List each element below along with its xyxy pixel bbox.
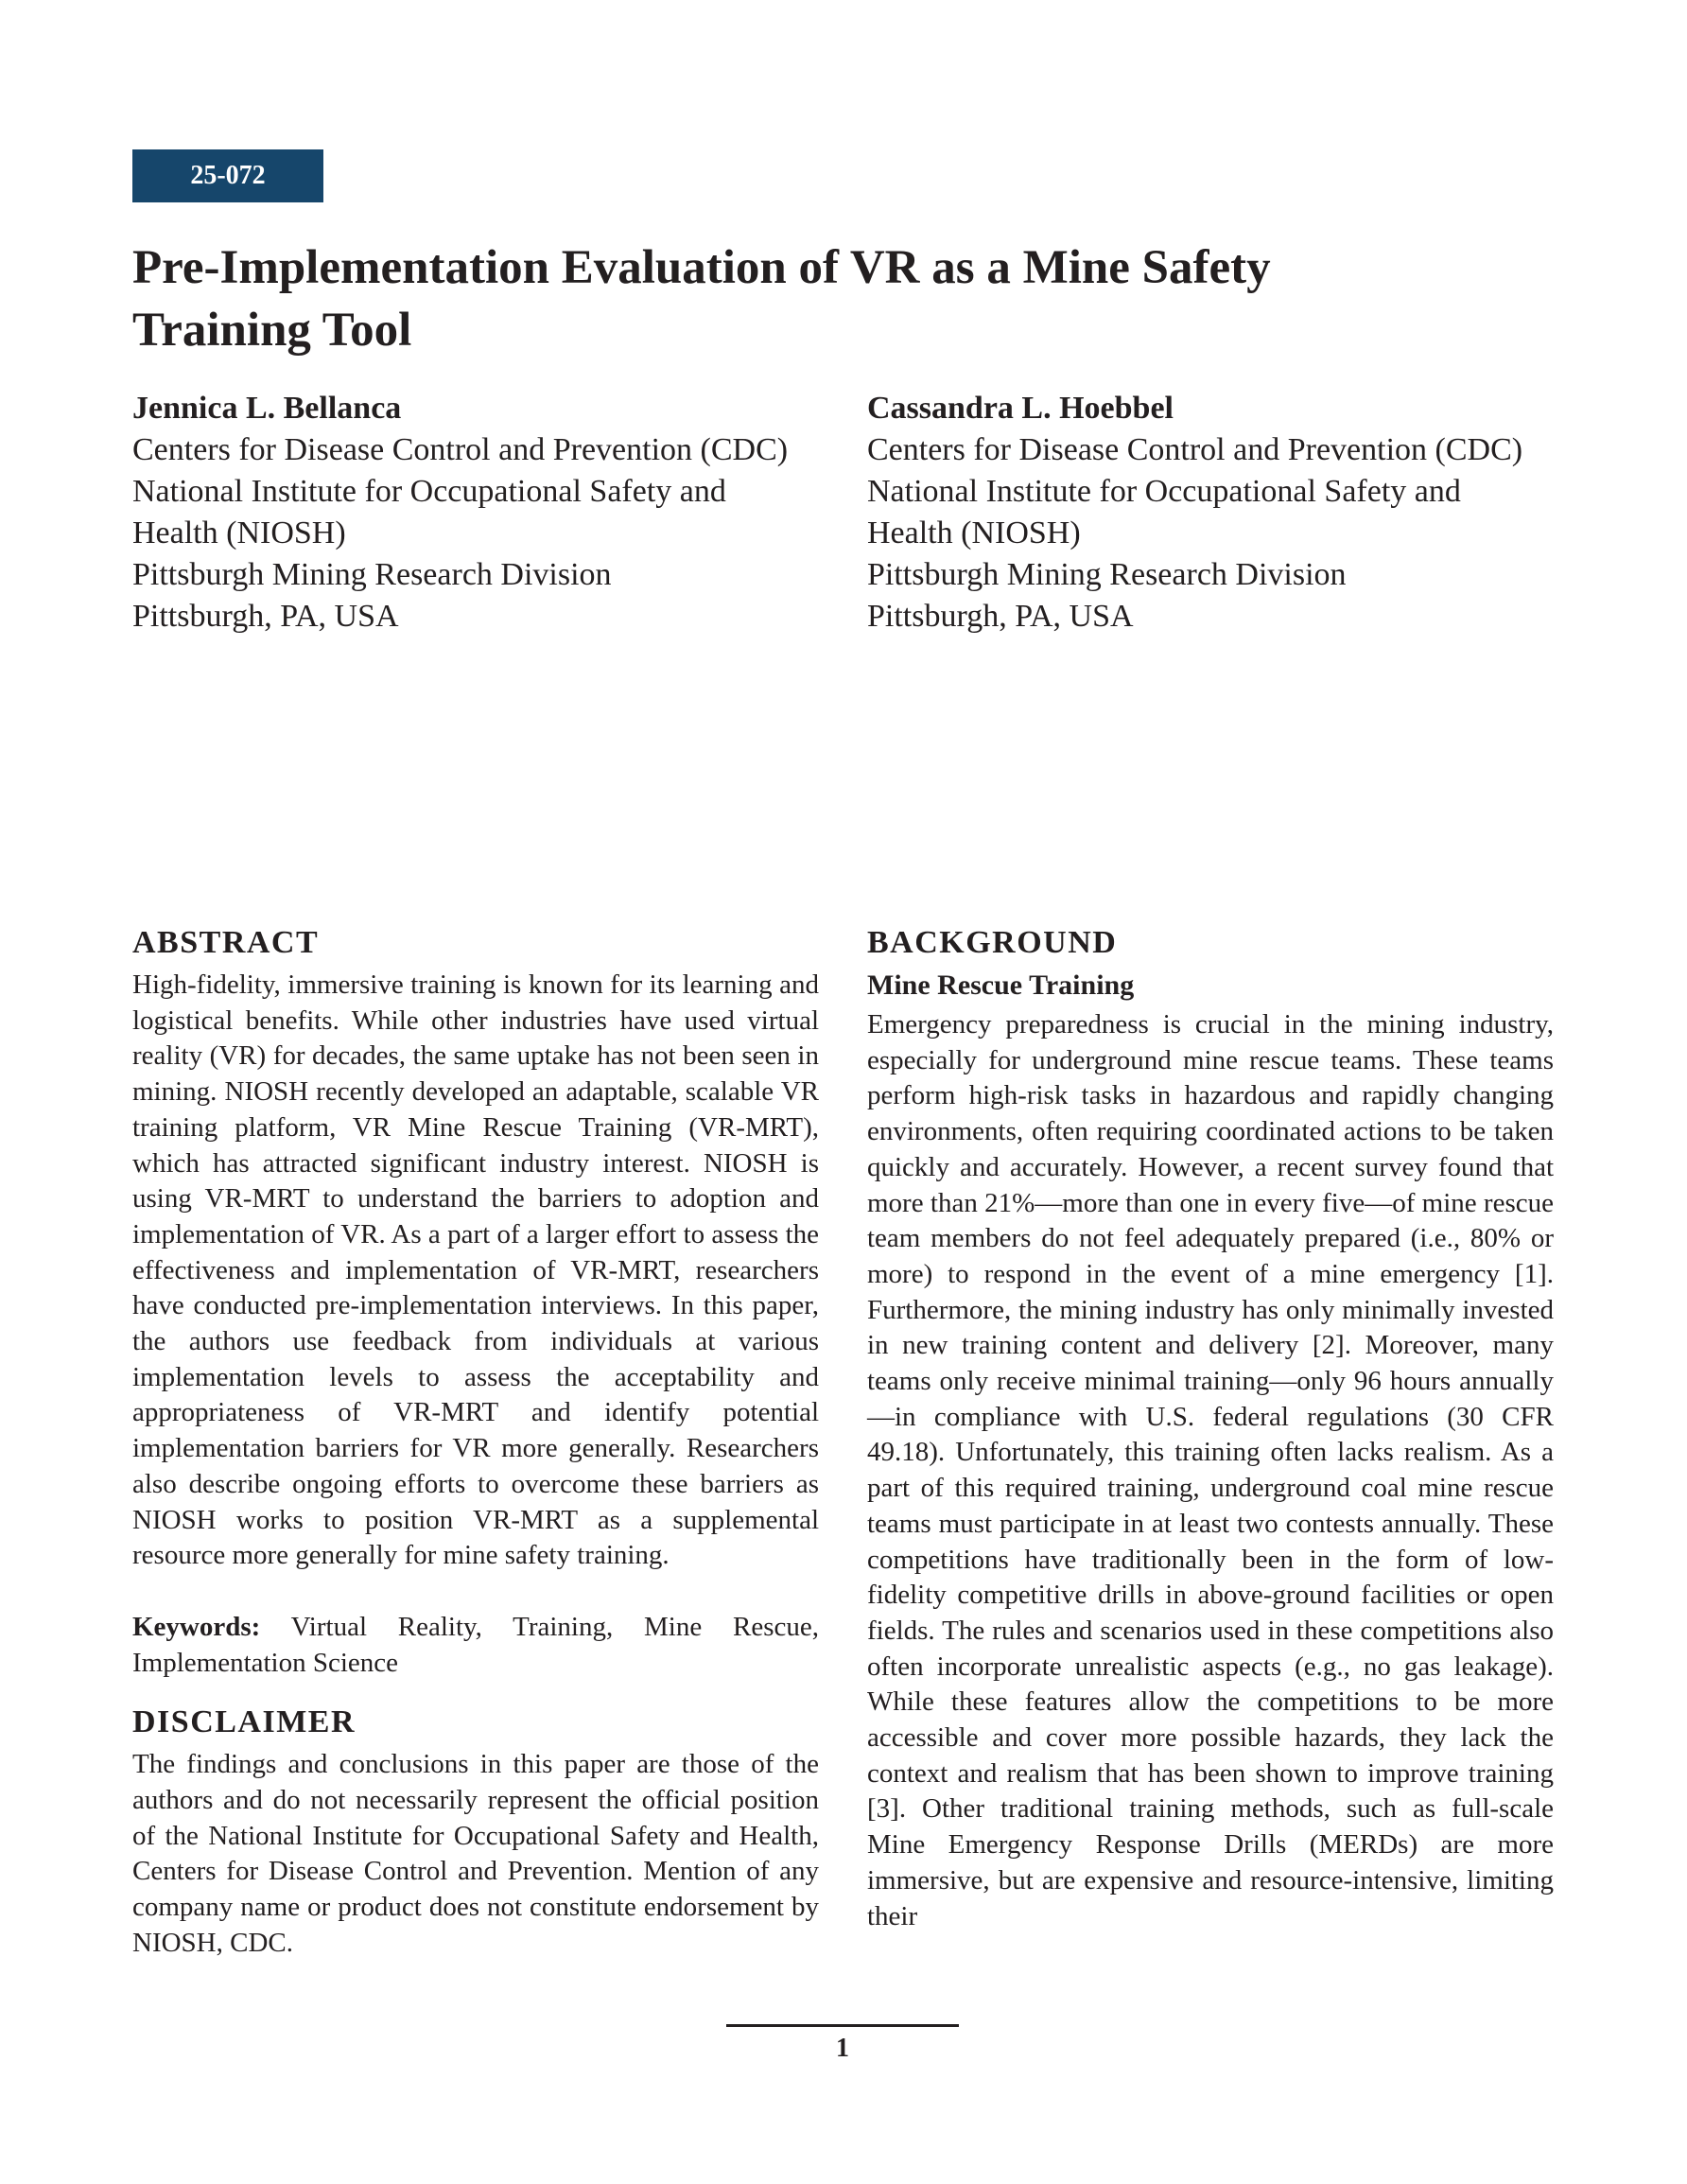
footer-rule — [726, 2024, 959, 2027]
left-column — [132, 922, 819, 1962]
author-affiliation-line: Pittsburgh, PA, USA — [867, 599, 1134, 634]
author-affiliation-line: National Institute for Occupational Safety and — [867, 474, 1461, 509]
keywords-label: Keywords: — [132, 1611, 261, 1642]
author-affiliation-line: Pittsburgh Mining Research Division — [132, 557, 612, 592]
author-affiliation-line: Pittsburgh, PA, USA — [132, 599, 399, 634]
page-number: 1 — [836, 2034, 849, 2063]
author-affiliation-line: Health (NIOSH) — [867, 515, 1081, 550]
keywords-text: Virtual Reality, Training, Mine Rescue, Implementation Science — [132, 1611, 820, 1678]
abstract-text: High-fidelity, immersive training is known for its learning and logistical benefits. While other industries have used virtual reality (VR) for decades, the same uptake has not been seen in mining. NIOSH recently developed an adaptable, scalable VR training platform, VR Mine Rescue Training (VR-MRT), which has attracted significant industry interest. NIOSH is using VR-MRT to understand the barriers to adoption and implementation of VR. As a part of a larger effort to assess the effectiveness and implementation of VR-MRT, researchers have conducted pre-implementation interviews. In this paper, the authors use feedback from individuals at various implementation levels to assess the acceptability and appropriateness of VR-MRT and identify potential implementation barriers for VR more generally. Researchers also describe ongoing efforts to overcome these barriers as NIOSH works to position VR-MRT as a supplemental resource more generally for mine safety training. — [132, 970, 819, 1571]
author-affiliation-line: National Institute for Occupational Safety and — [132, 474, 726, 509]
keywords — [132, 1610, 819, 1681]
author-name: Jennica L. Bellanca — [132, 391, 402, 426]
author-block-2 — [867, 388, 1548, 638]
author-affiliation-line: Health (NIOSH) — [132, 515, 346, 550]
disclaimer-text: The findings and conclusions in this paper are those of the authors and do not necessarily represent the official position of the National Institute for Occupational Safety and Health, Centers for Disease Control and Prevention. Mention of any company name or product does not constitute endorsement by NIOSH, CDC. — [132, 1749, 819, 1958]
background-text: Emergency preparedness is crucial in the mining industry, especially for underground mine rescue teams. These teams perform high-risk tasks in hazardous and rapidly changing environments, often requiring coordinated actions to be taken quickly and accurately. However, a recent survey found that more than 21%—more than one in every five—of mine rescue team members do not feel adequately prepared (i.e., 80% or more) to respond in the event of a mine emergency [1]. Furthermore, the mining industry has only minimally invested in new training content and delivery [2]. Moreover, many teams only receive minimal training—only 96 hours annually—in compliance with U.S. federal regulations (30 CFR 49.18). Unfortunately, this training often lacks realism. As a part of this required training, underground coal mine rescue teams must participate in at least two contests annually. These competitions have traditionally been in the form of low-fidelity competitive drills in above-ground facilities or open fields. The rules and scenarios used in these competitions also often incorporate unrealistic aspects (e.g., no gas leakage). While these features allow the competitions to be more accessible and cover more possible hazards, they lack the context and realism that has been shown to improve training [3]. Other traditional training methods, such as full-scale Mine Emergency Response Drills (MERDs) are more immersive, but are expensive and resource-intensive, limiting their — [867, 1009, 1554, 1931]
author-name: Cassandra L. Hoebbel — [867, 391, 1174, 426]
author-affiliation-line: Centers for Disease Control and Prevention (CDC) — [132, 432, 789, 467]
background-heading: BACKGROUND — [867, 925, 1118, 960]
background-subheading: Mine Rescue Training — [867, 970, 1135, 1001]
abstract-heading: ABSTRACT — [132, 925, 320, 960]
paper-id-badge: 25-072 — [132, 149, 323, 202]
author-block-1 — [132, 388, 813, 638]
disclaimer-heading: DISCLAIMER — [132, 1704, 357, 1740]
author-affiliation-line: Pittsburgh Mining Research Division — [867, 557, 1347, 592]
author-affiliation-line: Centers for Disease Control and Prevention (CDC) — [867, 432, 1523, 467]
paper-title: Pre-Implementation Evaluation of VR as a Mine Safety Training Tool — [132, 241, 1271, 357]
right-column — [867, 922, 1554, 1934]
